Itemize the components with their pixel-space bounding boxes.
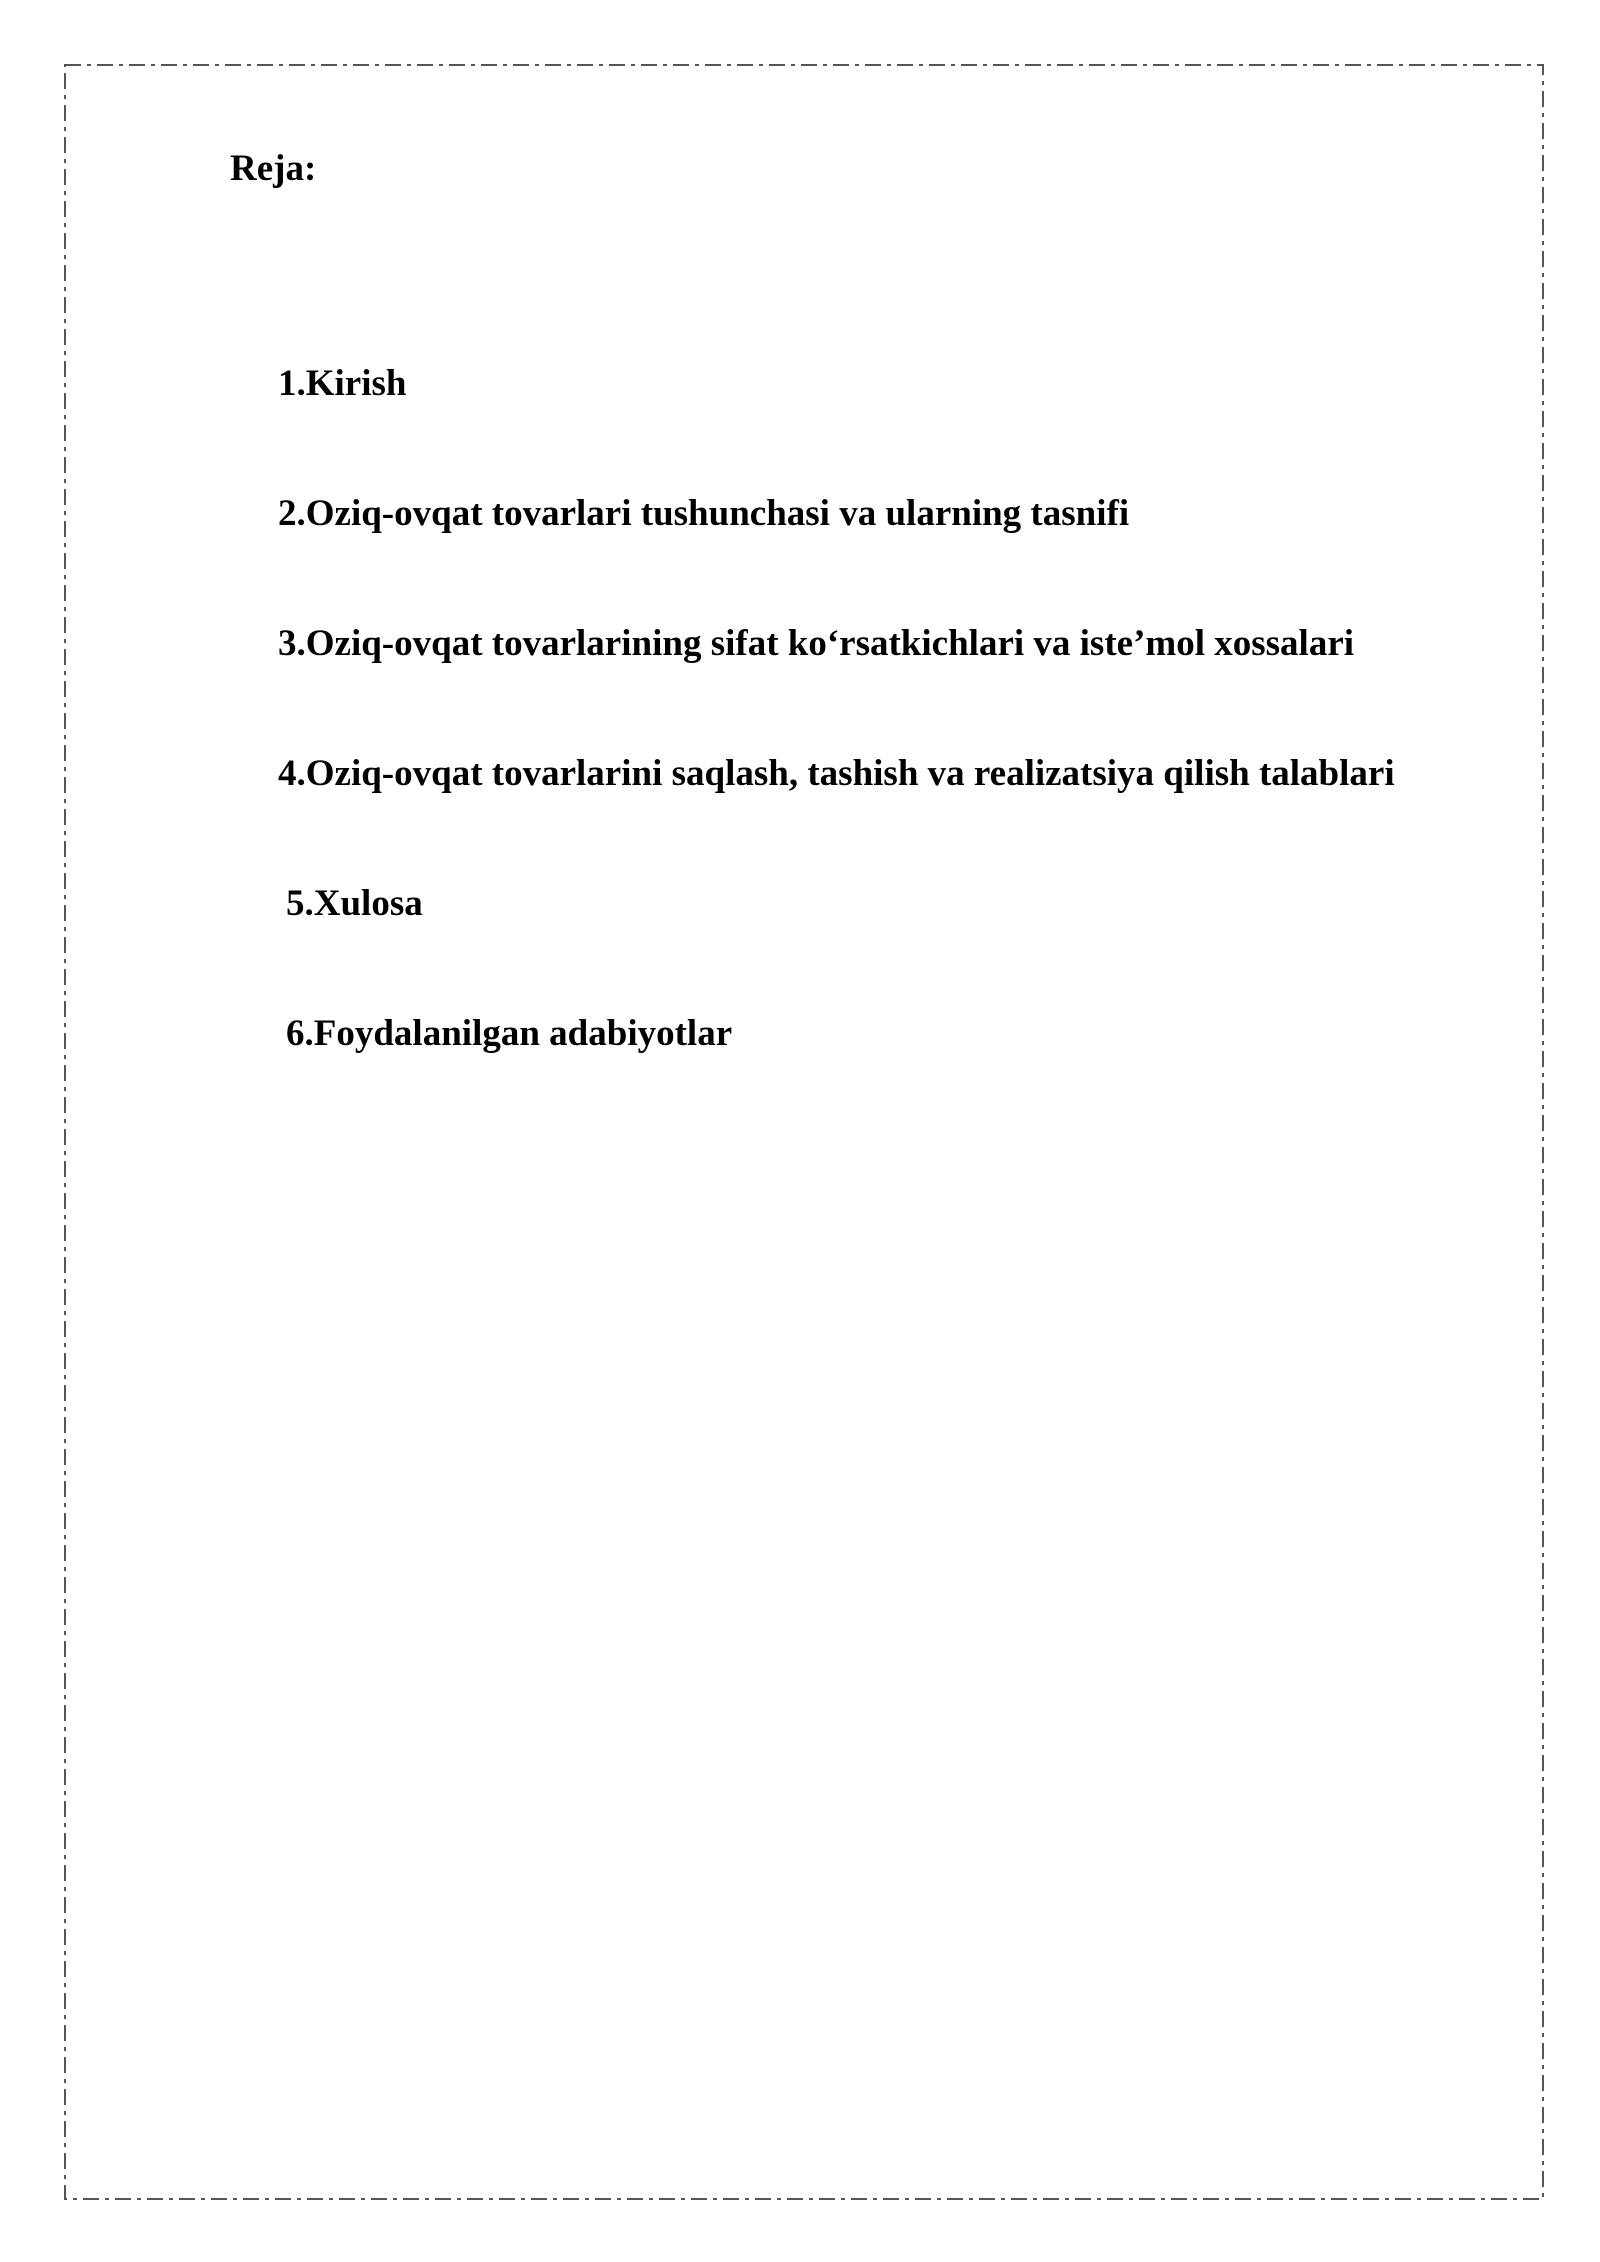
plan-item-quality-properties: 3.Oziq-ovqat tovarlarining sifat ko‘rsatkichlari va iste’mol xossalari bbox=[278, 623, 1355, 664]
plan-item-concept-classification: 2.Oziq-ovqat tovarlari tushunchasi va ularning tasnifi bbox=[278, 493, 1130, 534]
plan-item-references: 6.Foydalanilgan adabiyotlar bbox=[286, 1013, 733, 1054]
plan-item-storage-transport: 4.Oziq-ovqat tovarlarini saqlash, tashish va realizatsiya qilish talablari bbox=[278, 753, 1395, 794]
plan-heading: Reja: bbox=[230, 148, 317, 189]
plan-item-introduction: 1.Kirish bbox=[278, 363, 407, 404]
plan-item-conclusion: 5.Xulosa bbox=[286, 883, 423, 924]
